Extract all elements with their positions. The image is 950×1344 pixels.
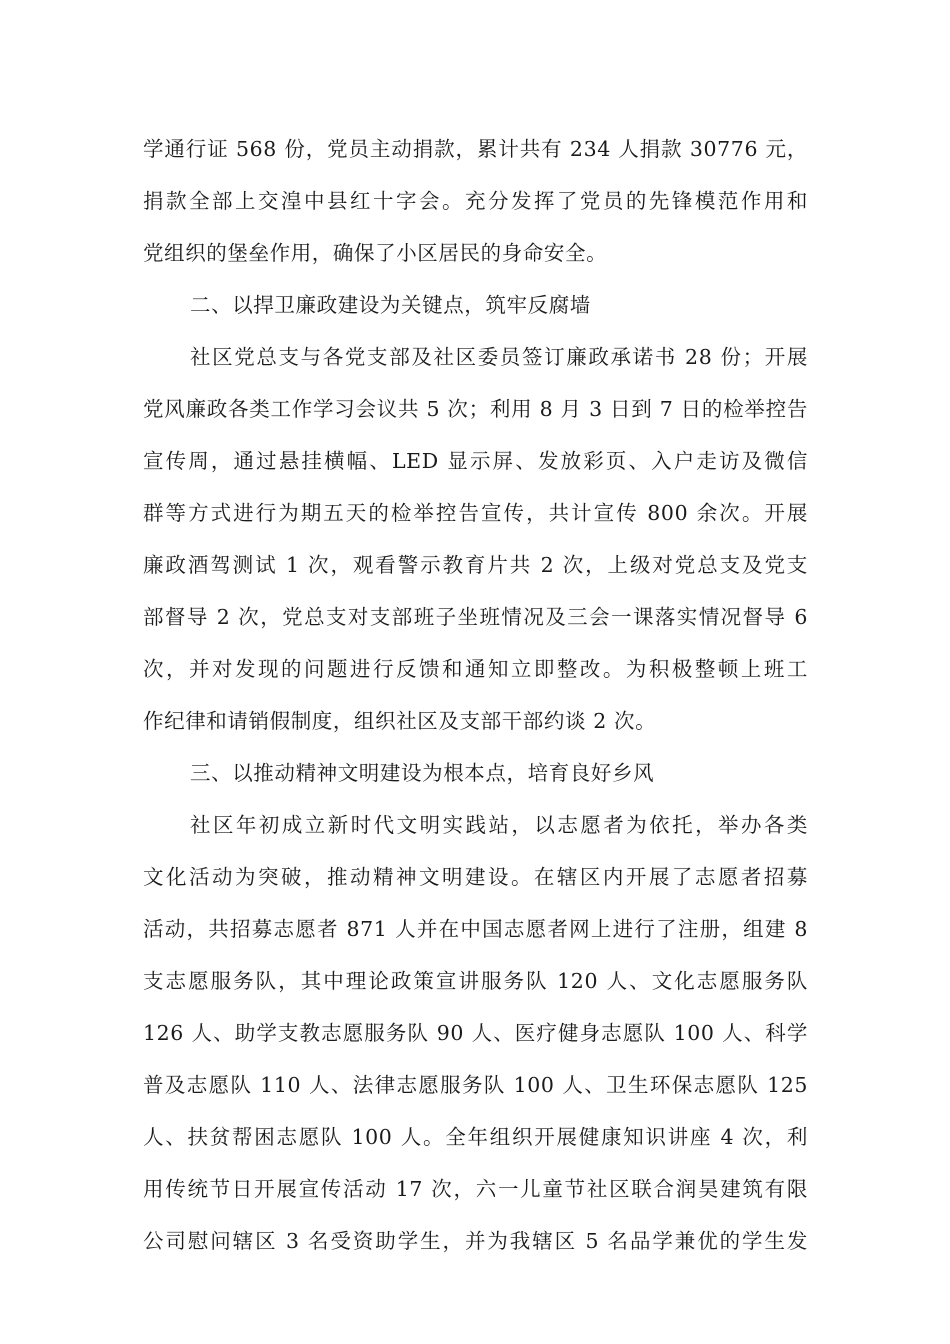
text-line: 支志愿服务队，其中理论政策宣讲服务队 120 人、文化志愿服务队 [143,969,808,993]
text-line: 部督导 2 次，党总支对支部班子坐班情况及三会一课落实情况督导 6 [143,605,808,629]
section-heading: 二、以捍卫廉政建设为关键点，筑牢反腐墙 [190,293,591,317]
text-line: 宣传周，通过悬挂横幅、LED 显示屏、发放彩页、入户走访及微信 [143,449,808,473]
text-line: 126 人、助学支教志愿服务队 90 人、医疗健身志愿队 100 人、科学 [143,1021,808,1045]
text-line: 廉政酒驾测试 1 次，观看警示教育片共 2 次，上级对党总支及党支 [143,553,808,577]
text-line: 公司慰问辖区 3 名受资助学生，并为我辖区 5 名品学兼优的学生发 [143,1229,808,1253]
text-line: 普及志愿队 110 人、法律志愿服务队 100 人、卫生环保志愿队 125 [143,1073,808,1097]
text-line: 社区党总支与各党支部及社区委员签订廉政承诺书 28 份；开展 [190,345,808,369]
text-line: 次，并对发现的问题进行反馈和通知立即整改。为积极整顿上班工 [143,657,808,681]
text-line: 用传统节日开展宣传活动 17 次，六一儿童节社区联合润昊建筑有限 [143,1177,808,1201]
text-line: 捐款全部上交湟中县红十字会。充分发挥了党员的先锋模范作用和 [143,189,808,213]
text-line: 党组织的堡垒作用，确保了小区居民的身命安全。 [143,241,608,265]
text-line: 人、扶贫帮困志愿队 100 人。全年组织开展健康知识讲座 4 次，利 [143,1125,808,1149]
text-line: 党风廉政各类工作学习会议共 5 次；利用 8 月 3 日到 7 日的检举控告 [143,397,808,421]
text-line: 群等方式进行为期五天的检举控告宣传，共计宣传 800 余次。开展 [143,501,808,525]
text-line: 活动，共招募志愿者 871 人并在中国志愿者网上进行了注册，组建 8 [143,917,808,941]
section-heading: 三、以推动精神文明建设为根本点，培育良好乡风 [190,761,655,785]
text-line: 作纪律和请销假制度，组织社区及支部干部约谈 2 次。 [143,709,657,733]
text-line: 文化活动为突破，推动精神文明建设。在辖区内开展了志愿者招募 [143,865,808,889]
text-line: 社区年初成立新时代文明实践站，以志愿者为依托，举办各类 [190,813,808,837]
text-line: 学通行证 568 份，党员主动捐款，累计共有 234 人捐款 30776 元， [143,137,808,161]
